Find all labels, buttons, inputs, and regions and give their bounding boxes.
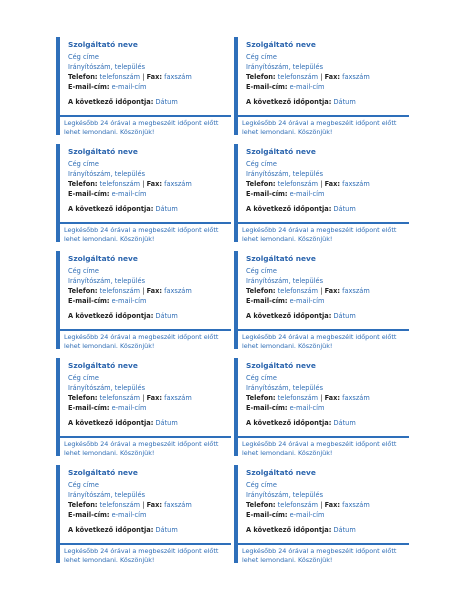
email-value: e-mail-cím [111, 511, 147, 519]
appointment-card [234, 251, 409, 349]
provider-name: Szolgáltató neve [246, 468, 316, 477]
phone-value: telefonszám [99, 394, 141, 402]
cancellation-note: Legkésőbb 24 órával a megbeszélt időpont előtt lehet lemondani. Köszönjük! [242, 119, 397, 136]
phone-fax-line [246, 501, 370, 509]
email-label: E-mail-cím: [68, 83, 110, 91]
email-label: E-mail-cím: [246, 404, 288, 412]
email-line [68, 404, 146, 412]
provider-name: Szolgáltató neve [68, 147, 138, 156]
company-address: Cég címe [246, 160, 277, 168]
provider-name: Szolgáltató neve [68, 40, 138, 49]
email-line [68, 83, 146, 91]
divider-rule [238, 543, 409, 545]
cancellation-note: Legkésőbb 24 órával a megbeszélt időpont előtt lehet lemondani. Köszönjük! [242, 333, 397, 350]
phone-value: telefonszám [99, 287, 141, 295]
company-address: Cég címe [68, 374, 99, 382]
email-line [68, 511, 146, 519]
fax-label: Fax: [324, 180, 341, 188]
postal-city: Irányítószám, település [68, 491, 146, 499]
postal-city: Irányítószám, település [246, 277, 324, 285]
provider-name: Szolgáltató neve [246, 40, 316, 49]
appointment-label: A következő időpontja: [246, 526, 332, 534]
fax-label: Fax: [324, 394, 341, 402]
appointment-label: A következő időpontja: [246, 419, 332, 427]
phone-fax-line [246, 394, 370, 402]
provider-name: Szolgáltató neve [246, 361, 316, 370]
phone-label: Telefon: [246, 394, 276, 402]
email-label: E-mail-cím: [246, 190, 288, 198]
divider-rule [60, 543, 231, 545]
fax-label: Fax: [146, 501, 163, 509]
phone-label: Telefon: [68, 287, 98, 295]
separator: | [142, 501, 145, 509]
phone-label: Telefon: [246, 180, 276, 188]
email-line [246, 404, 324, 412]
email-value: e-mail-cím [289, 190, 325, 198]
fax-value: faxszám [342, 287, 370, 295]
company-address: Cég címe [246, 481, 277, 489]
fax-label: Fax: [146, 287, 163, 295]
separator: | [142, 73, 145, 81]
email-value: e-mail-cím [111, 190, 147, 198]
company-address: Cég címe [68, 481, 99, 489]
cancellation-note: Legkésőbb 24 órával a megbeszélt időpont előtt lehet lemondani. Köszönjük! [64, 226, 219, 243]
provider-name: Szolgáltató neve [68, 468, 138, 477]
phone-value: telefonszám [99, 501, 141, 509]
phone-fax-line [68, 501, 192, 509]
divider-rule [238, 329, 409, 331]
fax-value: faxszám [342, 394, 370, 402]
email-line [246, 297, 324, 305]
email-label: E-mail-cím: [68, 511, 110, 519]
appointment-label: A következő időpontja: [246, 312, 332, 320]
appointment-card [56, 251, 231, 349]
fax-value: faxszám [164, 501, 192, 509]
email-line [68, 190, 146, 198]
appointment-label: A következő időpontja: [246, 205, 332, 213]
provider-name: Szolgáltató neve [246, 147, 316, 156]
phone-label: Telefon: [246, 73, 276, 81]
fax-label: Fax: [146, 394, 163, 402]
appointment-line [68, 312, 178, 320]
fax-label: Fax: [324, 73, 341, 81]
fax-value: faxszám [164, 73, 192, 81]
fax-value: faxszám [164, 180, 192, 188]
appointment-value: Dátum [155, 312, 178, 320]
email-value: e-mail-cím [289, 297, 325, 305]
cancellation-note: Legkésőbb 24 órával a megbeszélt időpont előtt lehet lemondani. Köszönjük! [64, 547, 219, 564]
appointment-value: Dátum [155, 205, 178, 213]
divider-rule [238, 436, 409, 438]
fax-value: faxszám [342, 180, 370, 188]
phone-value: telefonszám [277, 501, 319, 509]
appointment-line [246, 526, 356, 534]
email-label: E-mail-cím: [68, 190, 110, 198]
phone-fax-line [68, 180, 192, 188]
appointment-value: Dátum [333, 312, 356, 320]
appointment-line [68, 98, 178, 106]
appointment-label: A következő időpontja: [68, 205, 154, 213]
fax-value: faxszám [342, 501, 370, 509]
appointment-card [56, 358, 231, 456]
phone-fax-line [246, 73, 370, 81]
appointment-card [56, 37, 231, 135]
divider-rule [60, 222, 231, 224]
appointment-line [68, 205, 178, 213]
phone-label: Telefon: [68, 180, 98, 188]
postal-city: Irányítószám, település [68, 384, 146, 392]
cancellation-note: Legkésőbb 24 órával a megbeszélt időpont előtt lehet lemondani. Köszönjük! [64, 333, 219, 350]
appointment-label: A következő időpontja: [68, 98, 154, 106]
email-value: e-mail-cím [289, 511, 325, 519]
provider-name: Szolgáltató neve [246, 254, 316, 263]
email-value: e-mail-cím [289, 83, 325, 91]
phone-fax-line [246, 287, 370, 295]
phone-label: Telefon: [246, 287, 276, 295]
email-line [246, 83, 324, 91]
separator: | [320, 180, 323, 188]
company-address: Cég címe [246, 267, 277, 275]
appointment-line [68, 419, 178, 427]
fax-label: Fax: [324, 287, 341, 295]
appointment-label: A következő időpontja: [68, 419, 154, 427]
phone-value: telefonszám [99, 180, 141, 188]
appointment-label: A következő időpontja: [68, 526, 154, 534]
phone-value: telefonszám [277, 180, 319, 188]
cancellation-note: Legkésőbb 24 órával a megbeszélt időpont előtt lehet lemondani. Köszönjük! [64, 119, 219, 136]
email-value: e-mail-cím [111, 404, 147, 412]
email-line [246, 511, 324, 519]
provider-name: Szolgáltató neve [68, 254, 138, 263]
appointment-line [246, 98, 356, 106]
appointment-card [234, 144, 409, 242]
fax-label: Fax: [146, 180, 163, 188]
separator: | [320, 501, 323, 509]
appointment-card [234, 465, 409, 563]
phone-value: telefonszám [277, 394, 319, 402]
appointment-card [234, 358, 409, 456]
email-line [68, 297, 146, 305]
appointment-card [56, 144, 231, 242]
appointment-card [56, 465, 231, 563]
postal-city: Irányítószám, település [246, 170, 324, 178]
separator: | [320, 73, 323, 81]
fax-label: Fax: [324, 501, 341, 509]
email-label: E-mail-cím: [68, 404, 110, 412]
phone-fax-line [68, 287, 192, 295]
provider-name: Szolgáltató neve [68, 361, 138, 370]
separator: | [142, 394, 145, 402]
phone-label: Telefon: [68, 73, 98, 81]
divider-rule [238, 115, 409, 117]
phone-value: telefonszám [277, 73, 319, 81]
appointment-card [234, 37, 409, 135]
cancellation-note: Legkésőbb 24 órával a megbeszélt időpont előtt lehet lemondani. Köszönjük! [242, 440, 397, 457]
postal-city: Irányítószám, település [246, 63, 324, 71]
phone-fax-line [68, 73, 192, 81]
appointment-line [246, 419, 356, 427]
phone-value: telefonszám [277, 287, 319, 295]
email-label: E-mail-cím: [246, 83, 288, 91]
appointment-value: Dátum [333, 419, 356, 427]
postal-city: Irányítószám, település [68, 277, 146, 285]
company-address: Cég címe [68, 53, 99, 61]
email-line [246, 190, 324, 198]
postal-city: Irányítószám, település [246, 491, 324, 499]
appointment-line [246, 205, 356, 213]
appointment-value: Dátum [333, 98, 356, 106]
cancellation-note: Legkésőbb 24 órával a megbeszélt időpont előtt lehet lemondani. Köszönjük! [242, 547, 397, 564]
separator: | [320, 394, 323, 402]
appointment-line [68, 526, 178, 534]
email-value: e-mail-cím [111, 297, 147, 305]
company-address: Cég címe [246, 53, 277, 61]
phone-label: Telefon: [68, 394, 98, 402]
cancellation-note: Legkésőbb 24 órával a megbeszélt időpont előtt lehet lemondani. Köszönjük! [242, 226, 397, 243]
separator: | [142, 287, 145, 295]
phone-value: telefonszám [99, 73, 141, 81]
divider-rule [238, 222, 409, 224]
cancellation-note: Legkésőbb 24 órával a megbeszélt időpont előtt lehet lemondani. Köszönjük! [64, 440, 219, 457]
company-address: Cég címe [246, 374, 277, 382]
divider-rule [60, 329, 231, 331]
separator: | [320, 287, 323, 295]
appointment-line [246, 312, 356, 320]
email-label: E-mail-cím: [246, 511, 288, 519]
phone-label: Telefon: [246, 501, 276, 509]
appointment-value: Dátum [155, 419, 178, 427]
fax-value: faxszám [342, 73, 370, 81]
fax-value: faxszám [164, 394, 192, 402]
appointment-label: A következő időpontja: [246, 98, 332, 106]
appointment-value: Dátum [333, 205, 356, 213]
appointment-value: Dátum [333, 526, 356, 534]
appointment-value: Dátum [155, 526, 178, 534]
divider-rule [60, 115, 231, 117]
appointment-label: A következő időpontja: [68, 312, 154, 320]
email-label: E-mail-cím: [246, 297, 288, 305]
separator: | [142, 180, 145, 188]
email-value: e-mail-cím [289, 404, 325, 412]
postal-city: Irányítószám, település [246, 384, 324, 392]
fax-label: Fax: [146, 73, 163, 81]
company-address: Cég címe [68, 267, 99, 275]
appointment-value: Dátum [155, 98, 178, 106]
postal-city: Irányítószám, település [68, 170, 146, 178]
company-address: Cég címe [68, 160, 99, 168]
fax-value: faxszám [164, 287, 192, 295]
email-label: E-mail-cím: [68, 297, 110, 305]
divider-rule [60, 436, 231, 438]
phone-fax-line [246, 180, 370, 188]
phone-fax-line [68, 394, 192, 402]
email-value: e-mail-cím [111, 83, 147, 91]
phone-label: Telefon: [68, 501, 98, 509]
postal-city: Irányítószám, település [68, 63, 146, 71]
